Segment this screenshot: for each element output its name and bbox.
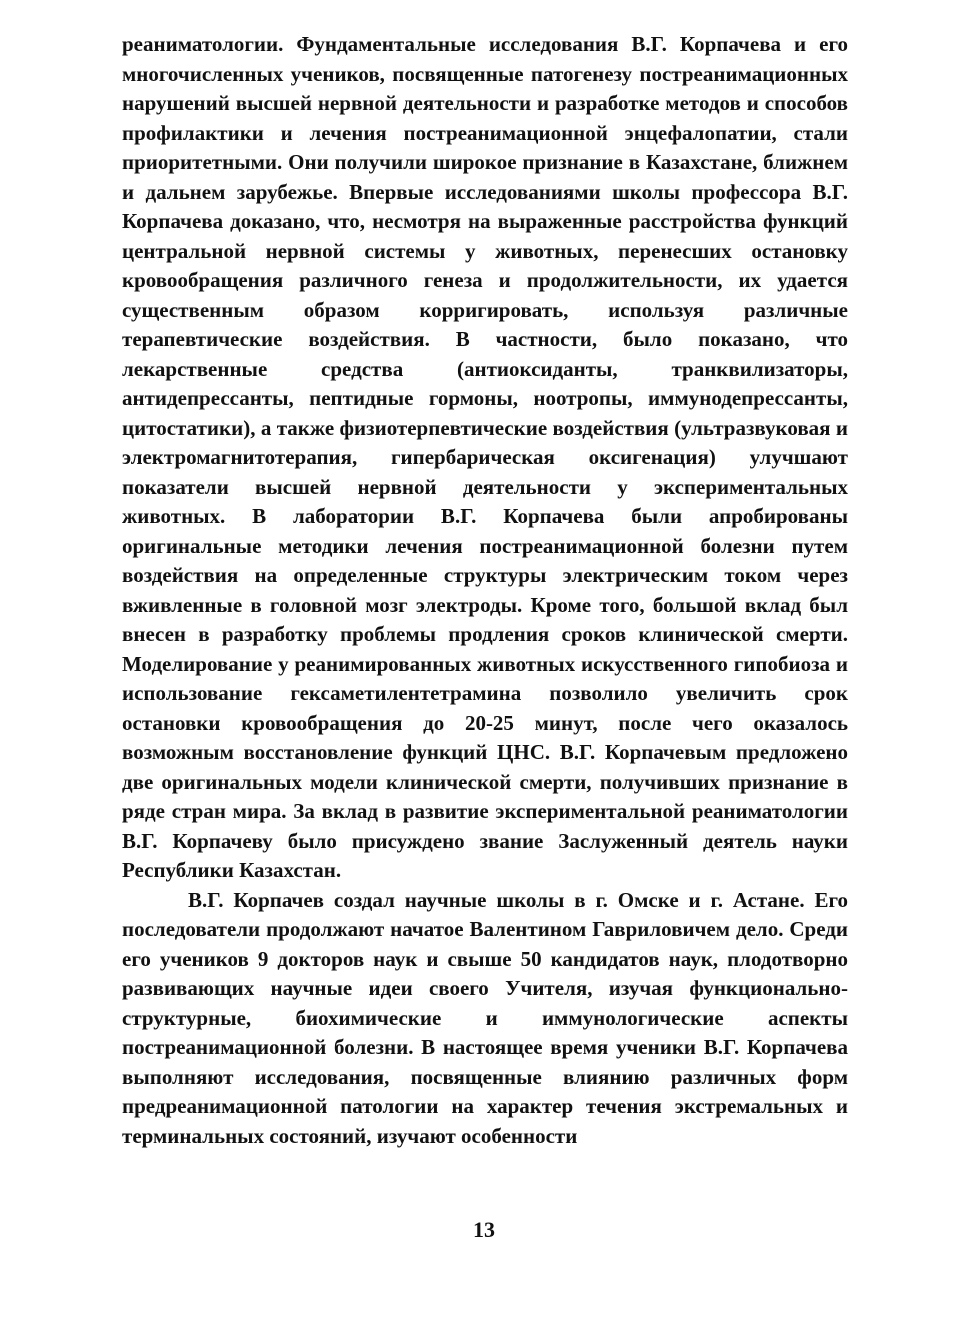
page-number: 13 (473, 1217, 495, 1242)
page-body (122, 30, 848, 1151)
paragraph-2: В.Г. Корпачев создал научные школы в г. Омске и г. Астане. Его последователи продолжают начатое Валентином Гавриловичем дело. Среди его учеников 9 докторов наук и свыше 50 кандидатов наук, плодотворно развивающих научные идеи своего Учителя, изучая функционально-структурные, биохимические и иммунологические аспекты постреанимационной болезни. В настоящее время ученики В.Г. Корпачева выполняют исследования, посвященные влиянию различных форм предреанимационной патологии на характер течения экстремальных и терминальных состояний, изучают особенности (122, 887, 848, 1148)
paragraph-1: реаниматологии. Фундаментальные исследования В.Г. Корпачева и его многочисленных учеников, посвященные патогенезу постреанимационных нарушений высшей нервной деятельности и разработке методов и способов профилактики и лечения постреанимационной энцефалопатии, стали приоритетными. Они получили широкое признание в Казахстане, ближнем и дальнем зарубежье. Впервые исследованиями школы профессора В.Г. Корпачева доказано, что, несмотря на выраженные расстройства функций центральной нервной системы у животных, перенесших остановку кровообращения различного генеза и продолжительности, их удается существенным образом корригировать, используя различные терапевтические воздействия. В частности, было показано, что лекарственные средства (антиоксиданты, транквилизаторы, антидепрессанты, пептидные гормоны, ноотропы, иммунодепрессанты, цитостатики), а также физиотерпевтические воздействия (ультразвуковая и электромагнитотерапия, гипербарическая оксигенация) улучшают показатели высшей нервной деятельности у экспериментальных животных. В лаборатории В.Г. Корпачева были апробированы оригинальные методики лечения постреанимационной болезни путем воздействия на определенные структуры электрическим током через вживленные в головной мозг электроды. Кроме того, большой вклад был внесен в разработку проблемы продления сроков клинической смерти. Моделирование у реанимированных животных искусственного гипобиоза и использование гексаметилентетрамина позволило увеличить срок остановки кровообращения до 20-25 минут, после чего оказалось возможным восстановление функций ЦНС. В.Г. Корпачевым предложено две оригинальных модели клинической смерти, получивших признание в ряде стран мира. За вклад в развитие экспериментальной реаниматологии В.Г. Корпачеву было присуждено звание Заслуженный деятель науки Республики Казахстан. (122, 32, 848, 882)
